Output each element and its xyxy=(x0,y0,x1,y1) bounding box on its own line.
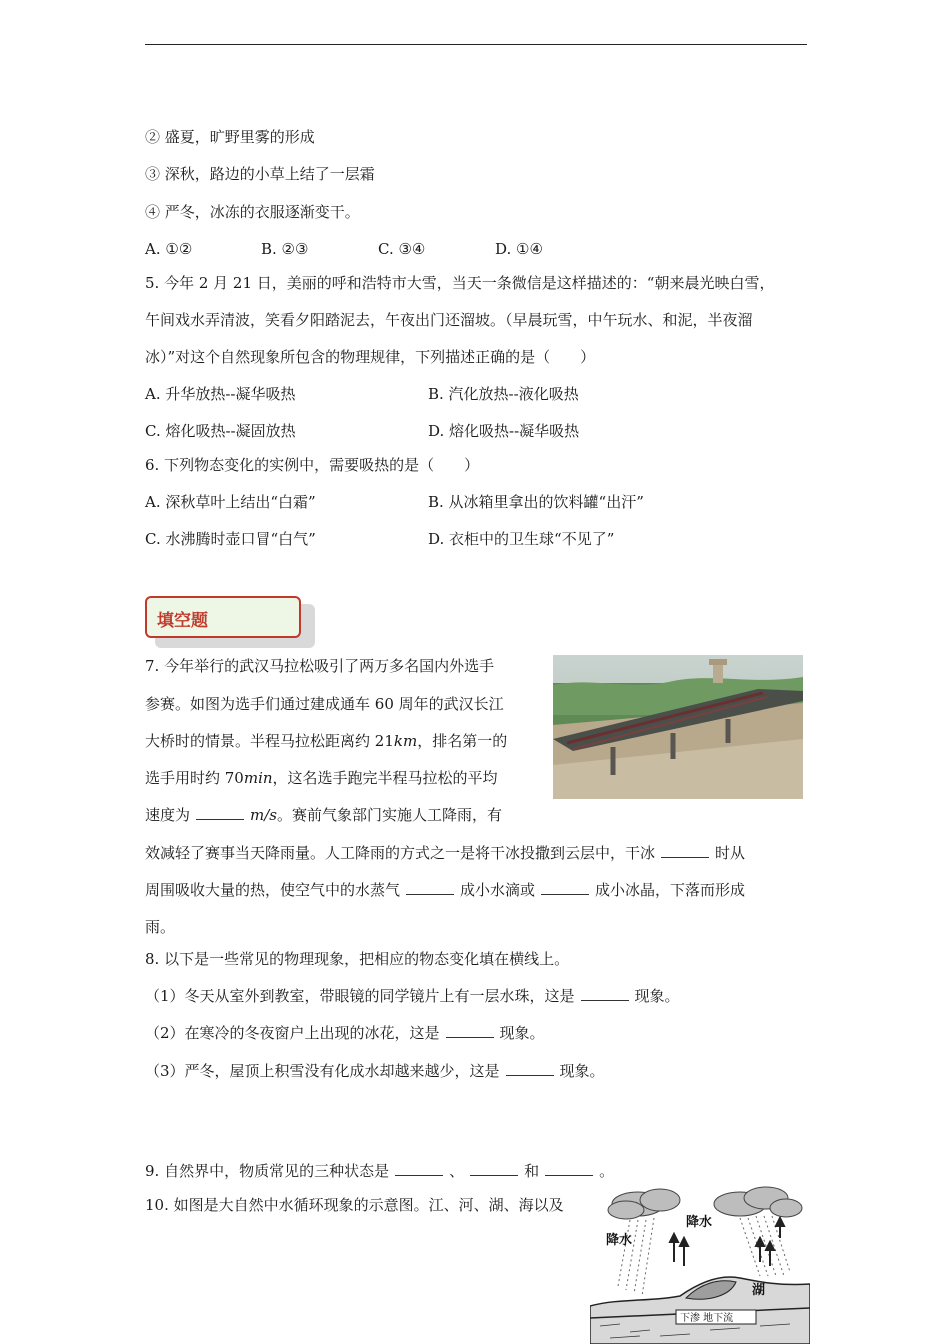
q8-item-2 xyxy=(145,1023,545,1043)
q8-text: 现象。 xyxy=(559,1062,605,1080)
q10-stem: 10. 如图是大自然中水循环现象的示意图。江、河、湖、海以及 xyxy=(145,1196,564,1214)
q8-text: 现象。 xyxy=(634,987,680,1005)
bridge-photo xyxy=(553,655,803,799)
q7-stem-line5 xyxy=(145,805,502,825)
q9-stem xyxy=(145,1161,614,1181)
answer-blank[interactable] xyxy=(395,1161,443,1176)
q5-option-a[interactable]: A. 升华放热--凝华吸热 xyxy=(145,385,296,403)
q5-option-b[interactable]: B. 汽化放热--液化吸热 xyxy=(428,385,579,403)
q7-text: 成小冰晶，下落而形成 xyxy=(595,881,746,899)
q7-text: 时从 xyxy=(715,844,746,862)
answer-blank[interactable] xyxy=(661,843,709,858)
q4-item-2: ② 盛夏，旷野里雾的形成 xyxy=(145,128,315,146)
unit-speed: m/s xyxy=(250,806,277,824)
q7-text: ，这名选手跑完半程马拉松的平均 xyxy=(272,769,498,787)
q9-text: 、 xyxy=(449,1162,465,1180)
q5-option-c[interactable]: C. 熔化吸热--凝固放热 xyxy=(145,422,296,440)
water-cycle-diagram xyxy=(590,1186,810,1344)
q8-text: 现象。 xyxy=(499,1024,545,1042)
q8-item-1 xyxy=(145,986,680,1006)
bridge-photo-illustration xyxy=(553,655,803,799)
q5-stem-line2: 午间戏水弄清波，笑看夕阳踏泥去，午夜出门还溜坡。（早晨玩雪，中午玩水、和泥，半夜溜 xyxy=(145,311,753,329)
water-cycle-illustration xyxy=(590,1186,810,1344)
q9-text: 9. 自然界中，物质常见的三种状态是 xyxy=(145,1162,390,1180)
label-precipitation-left: 降水 xyxy=(606,1233,633,1248)
label-precipitation-right: 降水 xyxy=(686,1215,713,1230)
q4-option-c[interactable]: C. ③④ xyxy=(378,240,426,258)
answer-blank[interactable] xyxy=(470,1161,518,1176)
q7-text: ，排名第一的 xyxy=(417,732,508,750)
q7-text: 效减轻了赛事当天降雨量。人工降雨的方式之一是将干冰投撒到云层中，干冰 xyxy=(145,844,656,862)
q4-option-d[interactable]: D. ①④ xyxy=(495,240,543,258)
q5-stem-line3: 冰）”对这个自然现象所包含的物理规律，下列描述正确的是（ ） xyxy=(145,348,596,366)
q7-text: 选手用时约 70 xyxy=(145,769,244,787)
answer-blank[interactable] xyxy=(196,805,244,820)
label-underground-flow: 下渗 地下流 xyxy=(680,1313,734,1324)
q8-item-3 xyxy=(145,1061,605,1081)
q9-text: 和 xyxy=(524,1162,540,1180)
q6-option-d[interactable]: D. 衣柜中的卫生球“不见了” xyxy=(428,530,615,548)
q4-item-3: ③ 深秋，路边的小草上结了一层霜 xyxy=(145,165,375,183)
answer-blank[interactable] xyxy=(581,986,629,1001)
q7-text: 周围吸收大量的热，使空气中的水蒸气 xyxy=(145,881,401,899)
q7-text: 大桥时的情景。半程马拉松距离约 21 xyxy=(145,732,394,750)
q5-stem-line1: 5. 今年 2 月 21 日，美丽的呼和浩特市大雪，当天一条微信是这样描述的：“朝来晨光映白雪， xyxy=(145,274,775,292)
q8-text: （2）在寒冷的冬夜窗户上出现的冰花，这是 xyxy=(145,1024,440,1042)
q6-stem: 6. 下列物态变化的实例中，需要吸热的是（ ） xyxy=(145,456,480,474)
unit-min: min xyxy=(243,769,273,787)
header-rule xyxy=(145,44,807,45)
q5-option-d[interactable]: D. 熔化吸热--凝华吸热 xyxy=(428,422,580,440)
answer-blank[interactable] xyxy=(545,1161,593,1176)
q7-stem-line6 xyxy=(145,843,745,863)
answer-blank[interactable] xyxy=(406,880,454,895)
q7-stem-line4 xyxy=(145,768,498,788)
q7-stem-line8: 雨。 xyxy=(145,918,176,936)
q7-stem-line2: 参赛。如图为选手们通过建成通车 60 周年的武汉长江 xyxy=(145,695,504,713)
q4-option-a[interactable]: A. ①② xyxy=(145,240,193,258)
q7-stem-line1: 7. 今年举行的武汉马拉松吸引了两万多名国内外选手 xyxy=(145,657,495,675)
answer-blank[interactable] xyxy=(541,880,589,895)
q9-text: 。 xyxy=(599,1162,615,1180)
q8-stem: 8. 以下是一些常见的物理现象，把相应的物态变化填在横线上。 xyxy=(145,950,570,968)
label-lake: 湖 xyxy=(752,1283,766,1298)
answer-blank[interactable] xyxy=(446,1023,494,1038)
q7-stem-line7 xyxy=(145,880,745,900)
section-title: 填空题 xyxy=(157,611,208,631)
answer-blank[interactable] xyxy=(506,1061,554,1076)
q4-item-4: ④ 严冬，冰冻的衣服逐渐变干。 xyxy=(145,203,360,221)
q7-text: 。赛前气象部门实施人工降雨，有 xyxy=(277,806,503,824)
q6-option-c[interactable]: C. 水沸腾时壶口冒“白气” xyxy=(145,530,316,548)
q7-text: 速度为 xyxy=(145,806,191,824)
unit-km: km xyxy=(393,732,418,750)
q8-text: （1）冬天从室外到教室，带眼镜的同学镜片上有一层水珠，这是 xyxy=(145,987,575,1005)
q8-text: （3）严冬，屋顶上积雪没有化成水却越来越少，这是 xyxy=(145,1062,500,1080)
q6-option-b[interactable]: B. 从冰箱里拿出的饮料罐“出汗” xyxy=(428,493,644,511)
q4-option-b[interactable]: B. ②③ xyxy=(261,240,309,258)
section-tab-fill-blank xyxy=(145,596,303,638)
q7-text: 成小水滴或 xyxy=(460,881,536,899)
q6-option-a[interactable]: A. 深秋草叶上结出“白霜” xyxy=(145,493,316,511)
q7-stem-line3 xyxy=(145,731,507,751)
